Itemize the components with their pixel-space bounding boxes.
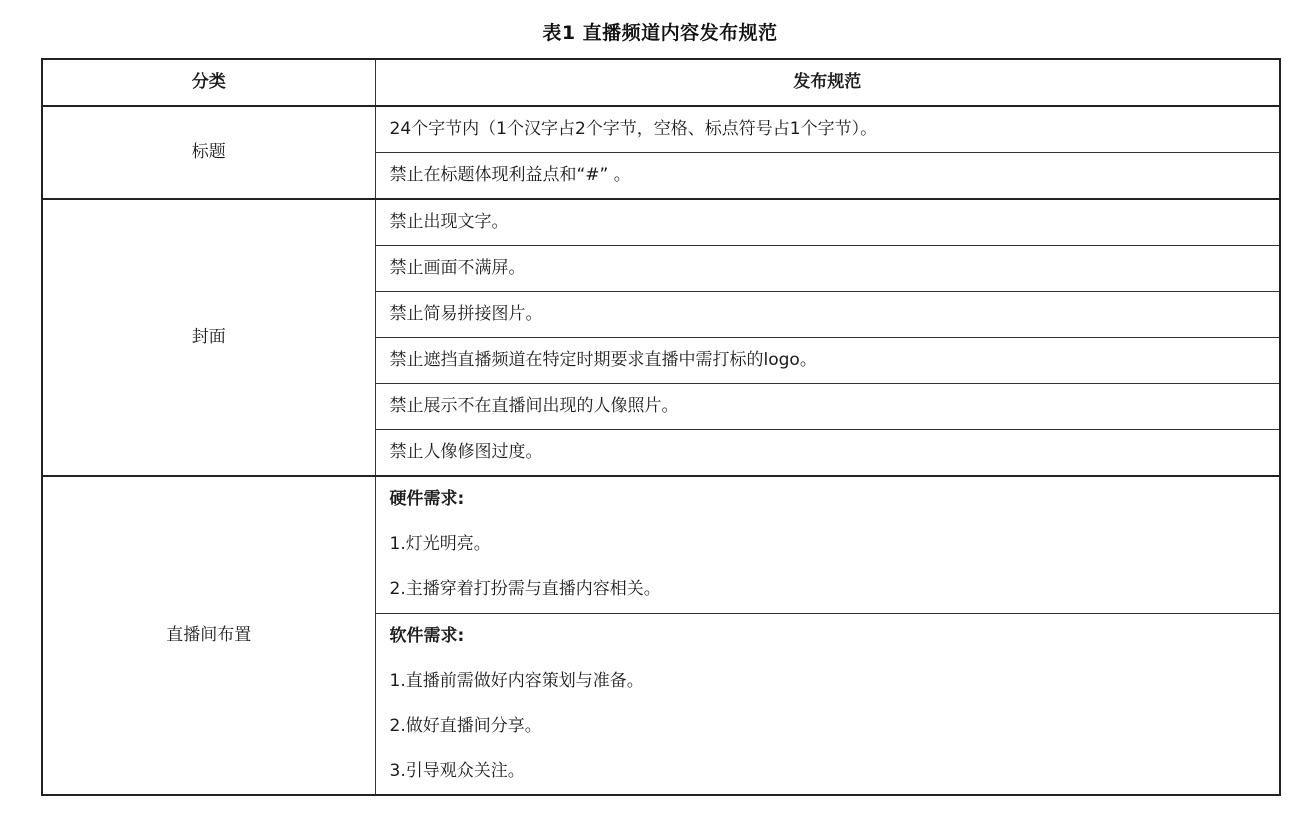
rule-cell: 24个字节内（1个汉字占2个字节，空格、标点符号占1个字节）。 bbox=[375, 106, 1280, 153]
rule-cell: 禁止在标题体现利益点和“#” 。 bbox=[375, 153, 1280, 200]
rule-cell: 禁止人像修图过度。 bbox=[375, 430, 1280, 477]
rule-cell: 禁止遮挡直播频道在特定时期要求直播中需打标的logo。 bbox=[375, 338, 1280, 384]
rule-cell: 禁止出现文字。 bbox=[375, 199, 1280, 246]
software-item: 3.引导观众关注。 bbox=[389, 761, 525, 781]
table-row bbox=[42, 106, 1280, 153]
header-category: 分类 bbox=[42, 59, 375, 106]
software-group bbox=[375, 614, 1280, 796]
category-cover: 封面 bbox=[42, 199, 375, 476]
rule-cell: 禁止画面不满屏。 bbox=[375, 246, 1280, 292]
rule-cell: 禁止展示不在直播间出现的人像照片。 bbox=[375, 384, 1280, 430]
table-row bbox=[42, 199, 1280, 246]
software-item: 2.做好直播间分享。 bbox=[389, 716, 542, 736]
table-row bbox=[42, 476, 1280, 614]
hardware-group bbox=[375, 476, 1280, 614]
hardware-item: 1.灯光明亮。 bbox=[389, 534, 491, 554]
hardware-heading: 硬件需求: bbox=[389, 489, 465, 509]
category-title: 标题 bbox=[42, 106, 375, 199]
category-layout: 直播间布置 bbox=[42, 476, 375, 795]
spec-table bbox=[41, 58, 1281, 796]
rule-cell: 禁止简易拼接图片。 bbox=[375, 292, 1280, 338]
header-row bbox=[42, 59, 1280, 106]
table-caption: 表1 直播频道内容发布规范 bbox=[542, 22, 778, 44]
header-rule: 发布规范 bbox=[375, 59, 1280, 106]
software-item: 1.直播前需做好内容策划与准备。 bbox=[389, 671, 644, 691]
software-heading: 软件需求: bbox=[389, 626, 465, 646]
hardware-item: 2.主播穿着打扮需与直播内容相关。 bbox=[389, 579, 661, 599]
